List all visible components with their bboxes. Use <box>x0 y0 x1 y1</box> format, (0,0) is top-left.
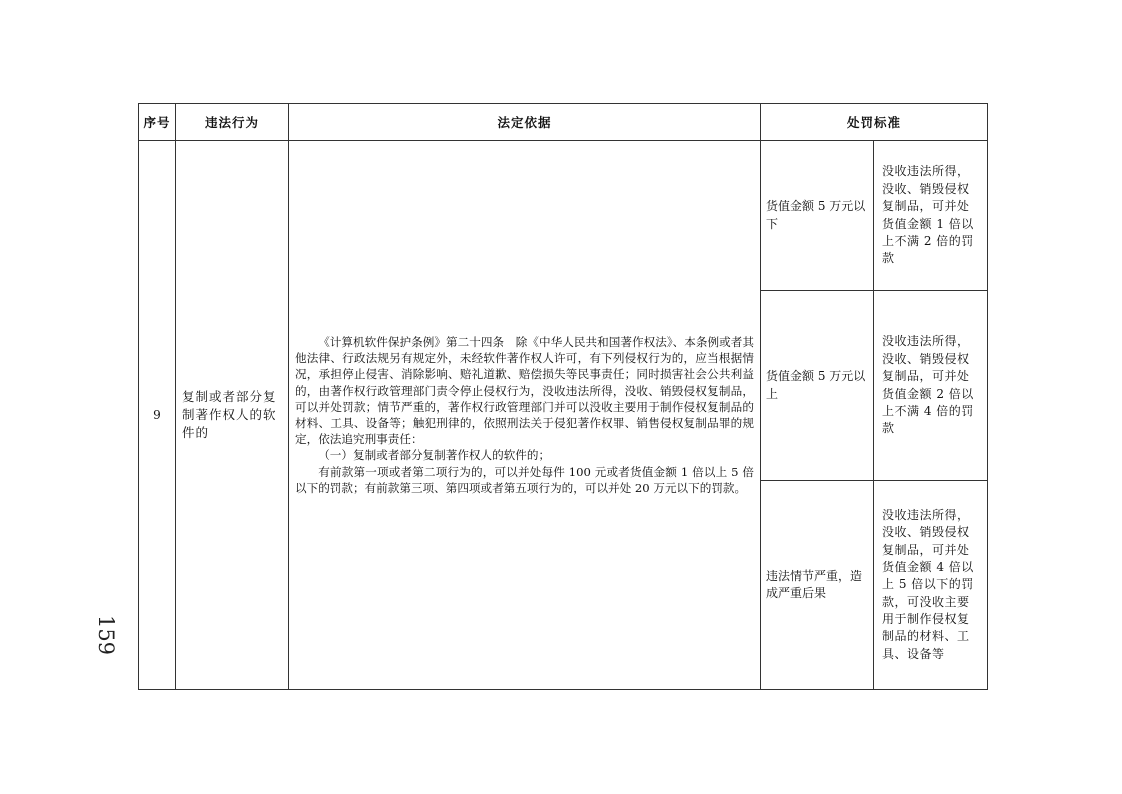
tier-condition: 违法情节严重，造成严重后果 <box>761 481 874 690</box>
legal-basis-paragraph: （一）复制或者部分复制著作权人的软件的； <box>318 448 551 463</box>
header-seq: 序号 <box>139 104 176 141</box>
penalty-standard-table <box>138 103 988 690</box>
tier-condition: 货值金额 5 万元以上 <box>761 291 874 481</box>
row-legal-basis <box>289 141 761 690</box>
row-violation-act: 复制或者部分复制著作权人的软件的 <box>176 141 289 690</box>
table-header-row <box>139 104 988 141</box>
header-standard: 处罚标准 <box>761 104 988 141</box>
tier-penalty: 没收违法所得，没收、销毁侵权复制品，可并处货值金额 4 倍以上 5 倍以下的罚款，可没收主要用于制作侵权复制品的材料、工具、设备等 <box>874 481 988 690</box>
row-seq: 9 <box>139 141 176 690</box>
tier-penalty: 没收违法所得，没收、销毁侵权复制品，可并处货值金额 2 倍以上不满 4 倍的罚款 <box>874 291 988 481</box>
tier-condition: 货值金额 5 万元以下 <box>761 141 874 291</box>
legal-basis-paragraph: 《计算机软件保护条例》第二十四条 除《中华人民共和国著作权法》、本条例或者其他法律、行政法规另有规定外，未经软件著作权人许可，有下列侵权行为的，应当根据情况，承担停止侵害、消除影响、赔礼道歉、赔偿损失等民事责任；同时损害社会公共利益的，由著作权行政管理部门责令停止侵权行为，没收违法所得，没收、销毁侵权复制品，可以并处罚款；情节严重的，著作权行政管理部门并可以没收主要用于制作侵权复制品的材料、工具、设备等；触犯刑律的，依照刑法关于侵犯著作权罪、销售侵权复制品罪的规定，依法追究刑事责任： <box>295 334 754 447</box>
page-number-text: 159 <box>94 614 118 656</box>
tier-penalty: 没收违法所得，没收、销毁侵权复制品，可并处货值金额 1 倍以上不满 2 倍的罚款 <box>874 141 988 291</box>
legal-basis-paragraph: 有前款第一项或者第二项行为的，可以并处每件 100 元或者货值金额 1 倍以上 5 倍以下的罚款；有前款第三项、第四项或者第五项行为的，可以并处 20 万元以下的罚款。 <box>295 464 754 495</box>
header-act: 违法行为 <box>176 104 289 141</box>
header-basis: 法定依据 <box>289 104 761 141</box>
table-row <box>139 141 988 291</box>
